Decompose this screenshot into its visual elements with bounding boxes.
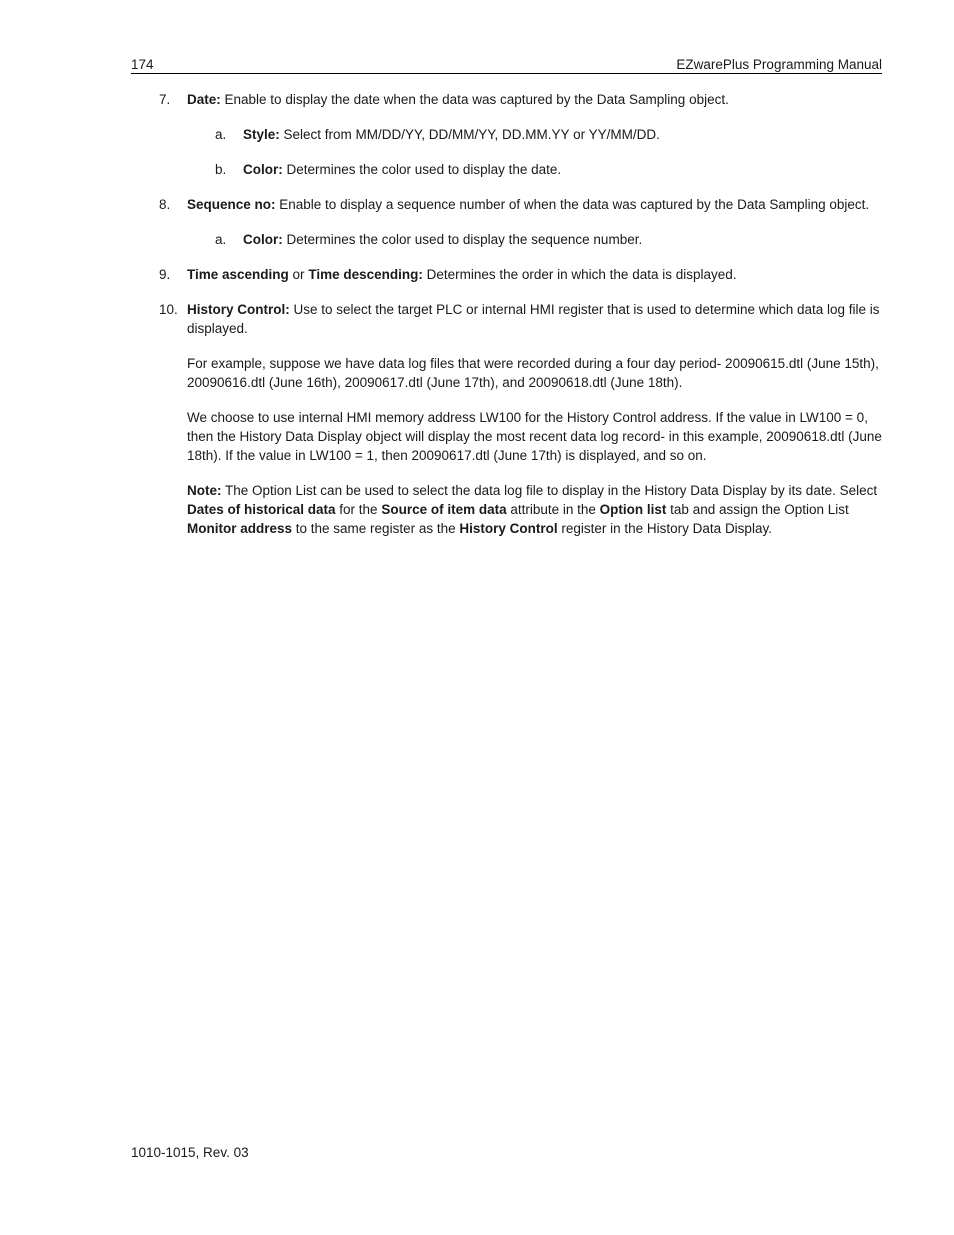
note-text: tab and assign the Option List	[666, 502, 849, 517]
note-bold: Option list	[599, 502, 667, 517]
sub-item-letter: a.	[215, 127, 227, 142]
note-bold: Monitor address	[187, 521, 293, 536]
item-label: History Control:	[187, 302, 290, 317]
item-number: 7.	[159, 92, 171, 107]
note-text: attribute in the	[506, 502, 600, 517]
item-text: Enable to display the date when the data was captured by the Data Sampling object.	[220, 92, 729, 107]
sub-item-text: Select from MM/DD/YY, DD/MM/YY, DD.MM.YY or YY/MM/DD.	[279, 127, 660, 142]
note-label: Note:	[187, 483, 222, 498]
sub-item-label: Style:	[243, 127, 280, 142]
item-label: Time ascending	[187, 267, 289, 282]
item-text: Enable to display a sequence number of when the data was captured by the Data Sampling object.	[275, 197, 870, 212]
sub-item-date-color	[131, 160, 882, 179]
sub-item-label: Color:	[243, 162, 283, 177]
list-item-history-control	[131, 300, 882, 338]
sub-item-sequence-color	[131, 230, 882, 249]
sub-item-text: Determines the color used to display the date.	[282, 162, 562, 177]
item-number: 9.	[159, 267, 171, 282]
sub-item-letter: a.	[215, 232, 227, 247]
document-revision: 1010-1015, Rev. 03	[131, 1145, 249, 1160]
sub-item-style	[131, 125, 882, 144]
page-content	[131, 90, 882, 554]
page-header	[131, 56, 882, 74]
example-paragraph: For example, suppose we have data log files that were recorded during a four day period- 20090615.dtl (June 15th), 20090616.dtl (June 16th), 20090617.dtl (June 17th), and 20090618.dtl (June 18th).	[187, 356, 879, 390]
item-number: 8.	[159, 197, 171, 212]
list-item-date	[131, 90, 882, 109]
page-number: 174	[131, 57, 154, 72]
note-text: for the	[335, 502, 382, 517]
item-text: Determines the order in which the data is displayed.	[422, 267, 737, 282]
sub-item-text: Determines the color used to display the sequence number.	[282, 232, 643, 247]
note-text: register in the History Data Display.	[557, 521, 772, 536]
item-label: Sequence no:	[187, 197, 276, 212]
page-footer	[131, 1144, 249, 1162]
note-bold: Source of item data	[381, 502, 507, 517]
note-text: to the same register as the	[292, 521, 460, 536]
note-text: The Option List can be used to select the data log file to display in the History Data Display by its date. Select	[221, 483, 878, 498]
address-paragraph: We choose to use internal HMI memory address LW100 for the History Control address. If the value in LW100 = 0, then the History Data Display object will display the most recent data log record- in this example, 20090618.dtl (June 18th). If the value in LW100 = 1, then 20090617.dtl (June 17th) is displayed, and so on.	[187, 410, 882, 463]
note-paragraph	[131, 481, 882, 538]
item-label: Time descending:	[308, 267, 423, 282]
note-bold: Dates of historical data	[187, 502, 336, 517]
item-label: Date:	[187, 92, 221, 107]
sub-item-label: Color:	[243, 232, 283, 247]
item-text: or	[288, 267, 309, 282]
note-bold: History Control	[459, 521, 558, 536]
list-item-sequence-no	[131, 195, 882, 214]
manual-title: EZwarePlus Programming Manual	[676, 57, 882, 72]
item-number: 10.	[159, 302, 178, 317]
item-text: Use to select the target PLC or internal HMI register that is used to determine which data log file is displayed.	[187, 302, 880, 336]
list-item-time-order	[131, 265, 882, 284]
sub-item-letter: b.	[215, 162, 227, 177]
